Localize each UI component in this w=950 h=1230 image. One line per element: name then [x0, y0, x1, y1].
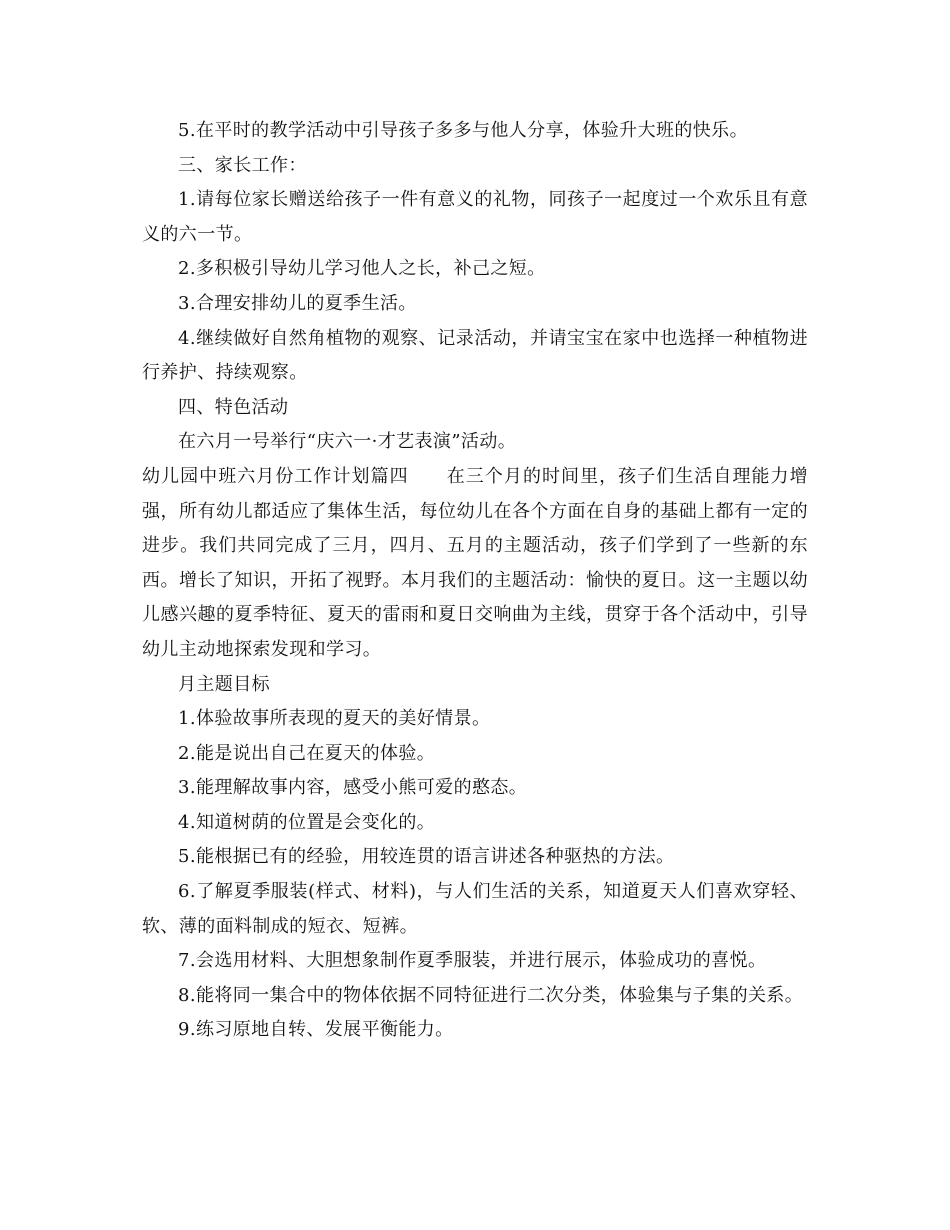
- section-heading: 三、家长工作：: [178, 154, 307, 176]
- paragraph: 2.多积极引导幼儿学习他人之长，补己之短。: [178, 258, 546, 280]
- paragraph: 4.继续做好自然角植物的观察、记录活动，并请宝宝在家中也选择一种植物进行养护、持续观察。: [142, 327, 808, 384]
- list-item: 9.练习原地自转、发展平衡能力。: [178, 1019, 454, 1041]
- paragraph: 幼儿园中班六月份工作计划篇四 在三个月的时间里，孩子们生活自理能力增强，所有幼儿都适应了集体生活，每位幼儿在各个方面在自身的基础上都有一定的进步。我们共同完成了三月，四月、五月的主题活动，孩子们学到了一些新的东西。增长了知识，开拓了视野。本月我们的主题活动：愉快的夏日。这一主题以幼儿感兴趣的夏季特征、夏天的雷雨和夏日交响曲为主线，贯穿于各个活动中，引导幼儿主动地探索发现和学习。: [142, 465, 808, 660]
- section-heading: 四、特色活动: [178, 396, 289, 418]
- paragraph: 在六月一号举行“庆六一·才艺表演”活动。: [178, 431, 517, 453]
- list-item: 3.能理解故事内容，感受小熊可爱的憨态。: [178, 777, 528, 799]
- list-item: 8.能将同一集合中的物体依据不同特征进行二次分类，体验集与子集的关系。: [178, 984, 804, 1006]
- paragraph: 1.请每位家长赠送给孩子一件有意义的礼物，同孩子一起度过一个欢乐且有意义的六一节。: [142, 189, 808, 245]
- list-item: 1.体验故事所表现的夏天的美好情景。: [178, 708, 491, 730]
- list-item: 5.能根据已有的经验，用较连贯的语言讲述各种驱热的方法。: [178, 846, 675, 868]
- list-item: 7.会选用材料、大胆想象制作夏季服装，并进行展示，体验成功的喜悦。: [178, 950, 767, 972]
- document-body: [142, 114, 808, 1048]
- list-item: 2.能是说出自己在夏天的体验。: [178, 742, 436, 764]
- section-heading: 月主题目标: [178, 673, 270, 695]
- list-item: 6.了解夏季服装(样式、材料)，与人们生活的关系，知道夏天人们喜欢穿轻、软、薄的面料制成的短衣、短裤。: [142, 881, 808, 937]
- paragraph: 5.在平时的教学活动中引导孩子多多与他人分享，体验升大班的快乐。: [178, 120, 748, 141]
- list-item: 4.知道树荫的位置是会变化的。: [178, 811, 436, 833]
- paragraph: 3.合理安排幼儿的夏季生活。: [178, 292, 417, 314]
